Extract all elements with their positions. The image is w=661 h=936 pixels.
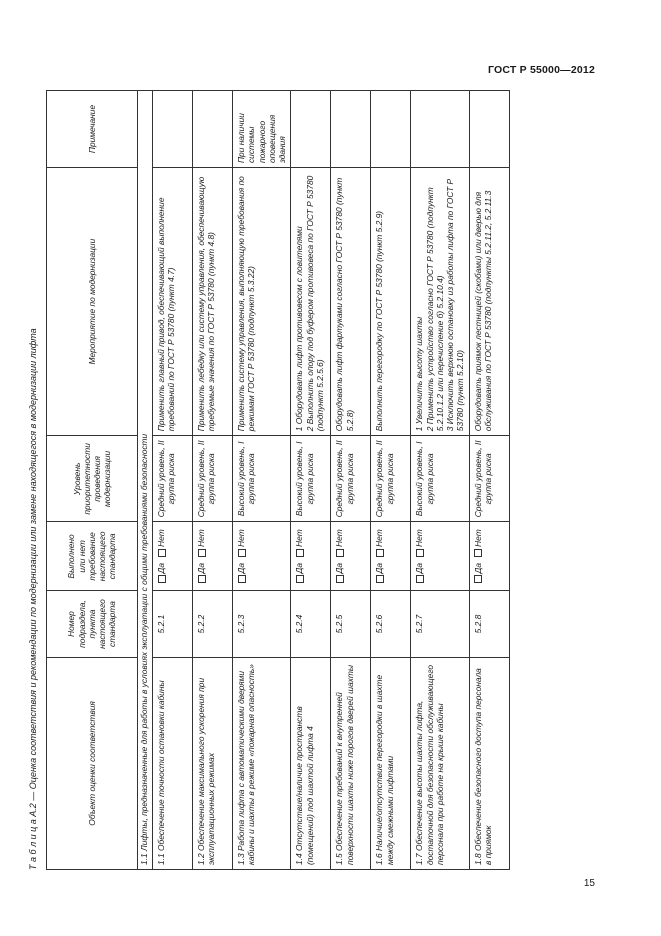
cell-number: 5.2.6 [371, 591, 411, 657]
measure-line: 2 Применить устройство согласно ГОСТ Р 53780 (подпункт 5.2.10.1.2 или перечисление б) 5.2.10.4) [424, 187, 445, 432]
cell-object: 1.2 Обеспечение максимального ускорения при эксплуатационных режимах [193, 657, 233, 869]
checkbox-yes[interactable] [416, 575, 424, 583]
measure-line: Выполнить перегородку по ГОСТ Р 53780 (пункт 5.2.9) [374, 210, 385, 432]
cell-done [153, 522, 193, 591]
cell-level: Средний уровень, II группа риска [371, 436, 411, 522]
cell-note [411, 91, 469, 168]
header-object: Объект оценки соответствия [47, 657, 138, 869]
option-yes [473, 563, 483, 584]
cell-measure [469, 168, 509, 436]
option-yes [334, 563, 344, 584]
cell-level: Высокий уровень, I группа риска [411, 436, 469, 522]
option-label-no: Нет [156, 529, 166, 547]
table-caption: Т а б л и ц а А.2 — Оценка соответствия и рекомендации по модернизации или замене находящегося в модернизации лифта [28, 328, 38, 870]
checkbox-yes[interactable] [158, 575, 166, 583]
header-measure: Мероприятие по модернизации [47, 168, 138, 436]
cell-level: Высокий уровень, I группа риска [291, 436, 331, 522]
cell-object: 1.1 Обеспечение точности остановки кабины [153, 657, 193, 869]
assessment-table [46, 90, 510, 870]
header-note: Примечание [47, 91, 138, 168]
option-label-no: Нет [374, 529, 385, 547]
cell-level: Высокий уровень, I группа риска [233, 436, 291, 522]
option-yes [414, 563, 424, 584]
header-number: Номер подраздела, пункта настоящего стандарта [47, 591, 138, 657]
cell-measure [291, 168, 331, 436]
cell-number: 5.2.3 [233, 591, 291, 657]
measure-line: Оборудовать лифт фартуками согласно ГОСТ Р 53780 (пункт 5.2.8) [334, 177, 355, 432]
checkbox-no[interactable] [474, 549, 482, 557]
cell-number: 5.2.5 [331, 591, 371, 657]
cell-measure [193, 168, 233, 436]
option-label-yes: Да [294, 562, 305, 574]
cell-object: 1.8 Обеспечение безопасного доступа персонала в приямок [469, 657, 509, 869]
cell-measure [233, 168, 291, 436]
table-row [469, 91, 509, 870]
measure-line: 3 Исключить верхнюю остановку из работы лифта по ГОСТ Р 53780 (пункт 5.2.10) [445, 178, 466, 432]
cell-measure [331, 168, 371, 436]
checkbox-yes[interactable] [198, 575, 206, 583]
option-label-yes: Да [414, 562, 425, 574]
cell-done [331, 522, 371, 591]
cell-level: Средний уровень, II группа риска [331, 436, 371, 522]
rotated-table-area [20, 90, 584, 872]
measure-line: 1 Увеличить высоту шахты [414, 316, 425, 432]
cell-note [153, 91, 193, 168]
cell-measure [411, 168, 469, 436]
option-yes [374, 563, 384, 584]
checkbox-no[interactable] [296, 549, 304, 557]
checkbox-no[interactable] [158, 549, 166, 557]
option-yes [196, 563, 206, 584]
cell-number: 5.2.4 [291, 591, 331, 657]
measure-line: 1 Оборудовать лифт противовесом с ловителями [294, 226, 305, 432]
checkbox-yes[interactable] [336, 575, 344, 583]
cell-note [193, 91, 233, 168]
option-no [236, 529, 246, 557]
cell-object: 1.5 Обеспечение требований к внутренней поверхности шахты ниже порогов дверей шахты [331, 657, 371, 869]
section-title: 1.1 Лифты, предназначенные для работы в условиях эксплуатации с общими требованиями безопасности [138, 91, 153, 870]
cell-number: 5.2.1 [153, 591, 193, 657]
cell-done [469, 522, 509, 591]
cell-done [193, 522, 233, 591]
section-row [138, 91, 153, 870]
cell-number: 5.2.7 [411, 591, 469, 657]
option-label-yes: Да [472, 562, 483, 574]
cell-done [233, 522, 291, 591]
option-label-no: Нет [294, 529, 305, 547]
option-no [473, 529, 483, 557]
header-level: Уровень приоритетности проведения модернизации [47, 436, 138, 522]
table-row [153, 91, 193, 870]
option-no [156, 529, 166, 557]
option-yes [294, 563, 304, 584]
rotated-content [22, 90, 582, 870]
table-row [291, 91, 331, 870]
table-row [371, 91, 411, 870]
cell-done [411, 522, 469, 591]
checkbox-yes[interactable] [238, 575, 246, 583]
cell-level: Средний уровень, II группа риска [153, 436, 193, 522]
option-no [294, 529, 304, 557]
option-no [374, 529, 384, 557]
standard-designation: ГОСТ Р 55000—2012 [487, 64, 595, 76]
cell-number: 5.2.8 [469, 591, 509, 657]
option-no [414, 529, 424, 557]
option-label-no: Нет [472, 529, 483, 547]
option-label-yes: Да [334, 562, 345, 574]
cell-note [371, 91, 411, 168]
option-label-yes: Да [236, 562, 246, 574]
checkbox-no[interactable] [416, 549, 424, 557]
option-label-no: Нет [414, 529, 425, 547]
checkbox-no[interactable] [238, 549, 246, 557]
cell-object: 1.3 Работа лифта с автоматическими дверями кабины и шахты в режиме «пожарная опасность» [233, 657, 291, 869]
cell-measure [371, 168, 411, 436]
cell-note [469, 91, 509, 168]
checkbox-yes[interactable] [474, 575, 482, 583]
option-label-yes: Да [156, 562, 166, 574]
cell-done [371, 522, 411, 591]
cell-object: 1.7 Обеспечение высоты шахты лифта, достаточной для безопасности обслуживающего персонала при работе на крыше кабины [411, 657, 469, 869]
measure-line: Оборудовать приямок лестницей (скобами) или дверью для обслуживания по ГОСТ Р 53780 (подпункты 5.2.11.2, 5.2.11.3 [472, 190, 493, 432]
cell-note [291, 91, 331, 168]
option-no [334, 529, 344, 557]
option-label-yes: Да [374, 562, 385, 574]
option-label-no: Нет [334, 529, 345, 547]
cell-measure [153, 168, 193, 436]
measure-line: Применить систему управления, выполняющую требования по режимам ГОСТ Р 53780 (подпункт 5.3.22) [236, 176, 257, 432]
measure-line: 2 Выполнить опору под буфером противовеса по ГОСТ Р 53780 (подпункт 5.2.5.6) [304, 175, 325, 432]
table-header-row [47, 91, 138, 870]
cell-number: 5.2.2 [193, 591, 233, 657]
checkbox-no[interactable] [376, 549, 384, 557]
table-row [331, 91, 371, 870]
measure-line: Применить лебедку или систему управления, обеспечивающую требуемые значения по ГОСТ Р 53780 (пункт 4.8) [196, 176, 217, 432]
cell-note: При наличии системы пожарного оповещения здания [233, 91, 291, 168]
checkbox-yes[interactable] [296, 575, 304, 583]
option-yes [156, 563, 166, 584]
cell-object: 1.4 Отсутствие/наличие пространств (помещений) под шахтой лифта 4 [291, 657, 331, 869]
page-number: 15 [583, 878, 595, 889]
cell-level: Средний уровень, II группа риска [193, 436, 233, 522]
table-row [411, 91, 469, 870]
checkbox-yes[interactable] [376, 575, 384, 583]
checkbox-no[interactable] [198, 549, 206, 557]
option-label-no: Нет [196, 529, 206, 547]
cell-done [291, 522, 331, 591]
cell-note [331, 91, 371, 168]
checkbox-no[interactable] [336, 549, 344, 557]
table-row [193, 91, 233, 870]
cell-level: Средний уровень, II группа риска [469, 436, 509, 522]
table-row [233, 91, 291, 870]
cell-object: 1.6 Наличие/отсутствие перегородки в шахте между смежными лифтами [371, 657, 411, 869]
option-label-no: Нет [236, 529, 246, 547]
measure-line: Применить главный привод, обеспечивающий выполнение требований по ГОСТ Р 53780 (пункт 4.7) [156, 197, 177, 432]
option-label-yes: Да [196, 562, 206, 574]
option-yes [236, 563, 246, 584]
option-no [196, 529, 206, 557]
header-done: Выполнено или нет требование настоящего стандарта [47, 522, 138, 591]
